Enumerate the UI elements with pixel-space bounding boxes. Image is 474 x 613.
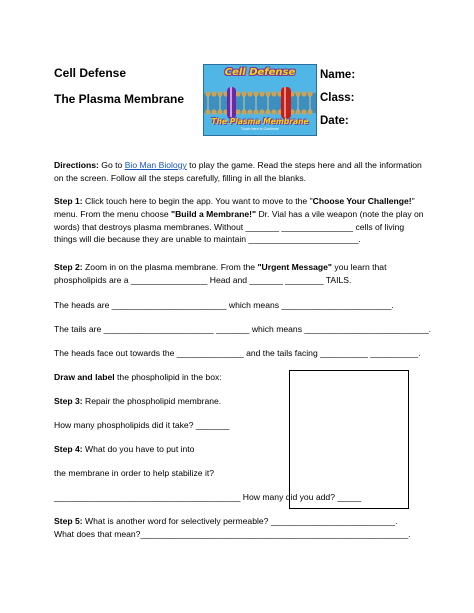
worksheet-title: Cell Defense (54, 66, 127, 80)
worksheet-subtitle: The Plasma Membrane (54, 92, 185, 106)
name-label: Name: (320, 69, 356, 81)
step2-bold-a: "Urgent Message" (257, 262, 333, 272)
step1-bold-a: Choose Your Challenge! (312, 196, 412, 206)
step1-paragraph (54, 195, 424, 246)
step3-text: Repair the phospholipid membrane. (82, 396, 222, 406)
banner-top-text: Cell Defense (224, 67, 296, 78)
directions-lead: Directions: (54, 160, 99, 170)
date-label: Date: (320, 115, 349, 127)
cell-defense-banner (203, 64, 317, 136)
draw-bold: Draw and label (54, 372, 115, 382)
step5-line1 (54, 516, 398, 526)
step2-text-b: you learn that (332, 262, 387, 272)
heads-question: The heads are ________________________ which means _______________________. (54, 300, 394, 310)
step2-line1 (54, 262, 386, 272)
face-question: The heads face out towards the ______________ and the tails facing __________ __________. (54, 348, 421, 358)
drawing-box[interactable] (289, 370, 409, 509)
bio-man-biology-link[interactable]: Bio Man Biology (124, 160, 187, 170)
step3-line1 (54, 396, 221, 406)
banner-bottom-text: The Plasma Membrane (211, 117, 309, 126)
step3-lead: Step 3: (54, 396, 83, 406)
step4-line1 (54, 444, 194, 454)
step1-text-b: " menu. From the menu choose (54, 196, 415, 219)
step1-text-c: Dr. Vial has a vile weapon (note the play on words) that destroys plasma membranes. Without _______ _______________ cells of living things will die because they are unable to maintain _______________________. (54, 208, 424, 245)
class-label: Class: (320, 92, 355, 104)
step4-lead: Step 4: (54, 444, 83, 454)
step5-text: What is another word for selectively permeable? __________________________. (82, 516, 398, 526)
step4-text: What do you have to put into (82, 444, 195, 454)
step2-line2: phospholipids are a ________________ Head and _______ ________ TAILS. (54, 275, 352, 285)
draw-instruction (54, 372, 222, 382)
step1-text-a: Click touch here to begin the app. You want to move to the " (82, 196, 313, 206)
step2-lead: Step 2: (54, 262, 83, 272)
directions-paragraph (54, 159, 424, 185)
step4-line3: _______________________________________ How many did you add? _____ (54, 492, 362, 502)
step3-question: How many phospholipids did it take? _______ (54, 420, 230, 430)
draw-text: the phospholipid in the box: (114, 372, 222, 382)
directions-text: to play the game. Read the steps here and all the information on the screen. Follow all the steps carefully, filling in all the blanks. (54, 160, 422, 183)
step5-line2: What does that mean?________________________________________________________. (54, 529, 411, 539)
banner-touch-text: Touch here to Continue! (240, 127, 280, 131)
tails-question: The tails are _______________________ _______ which means __________________________. (54, 324, 432, 334)
step2-text-a: Zoom in on the plasma membrane. From the (82, 262, 258, 272)
directions-pre-link: Go to (98, 160, 125, 170)
step1-bold-b: "Build a Membrane!" (171, 208, 257, 219)
step4-line2: the membrane in order to help stabilize it? (54, 468, 215, 478)
step5-lead: Step 5: (54, 516, 83, 526)
step1-lead: Step 1: (54, 196, 83, 206)
